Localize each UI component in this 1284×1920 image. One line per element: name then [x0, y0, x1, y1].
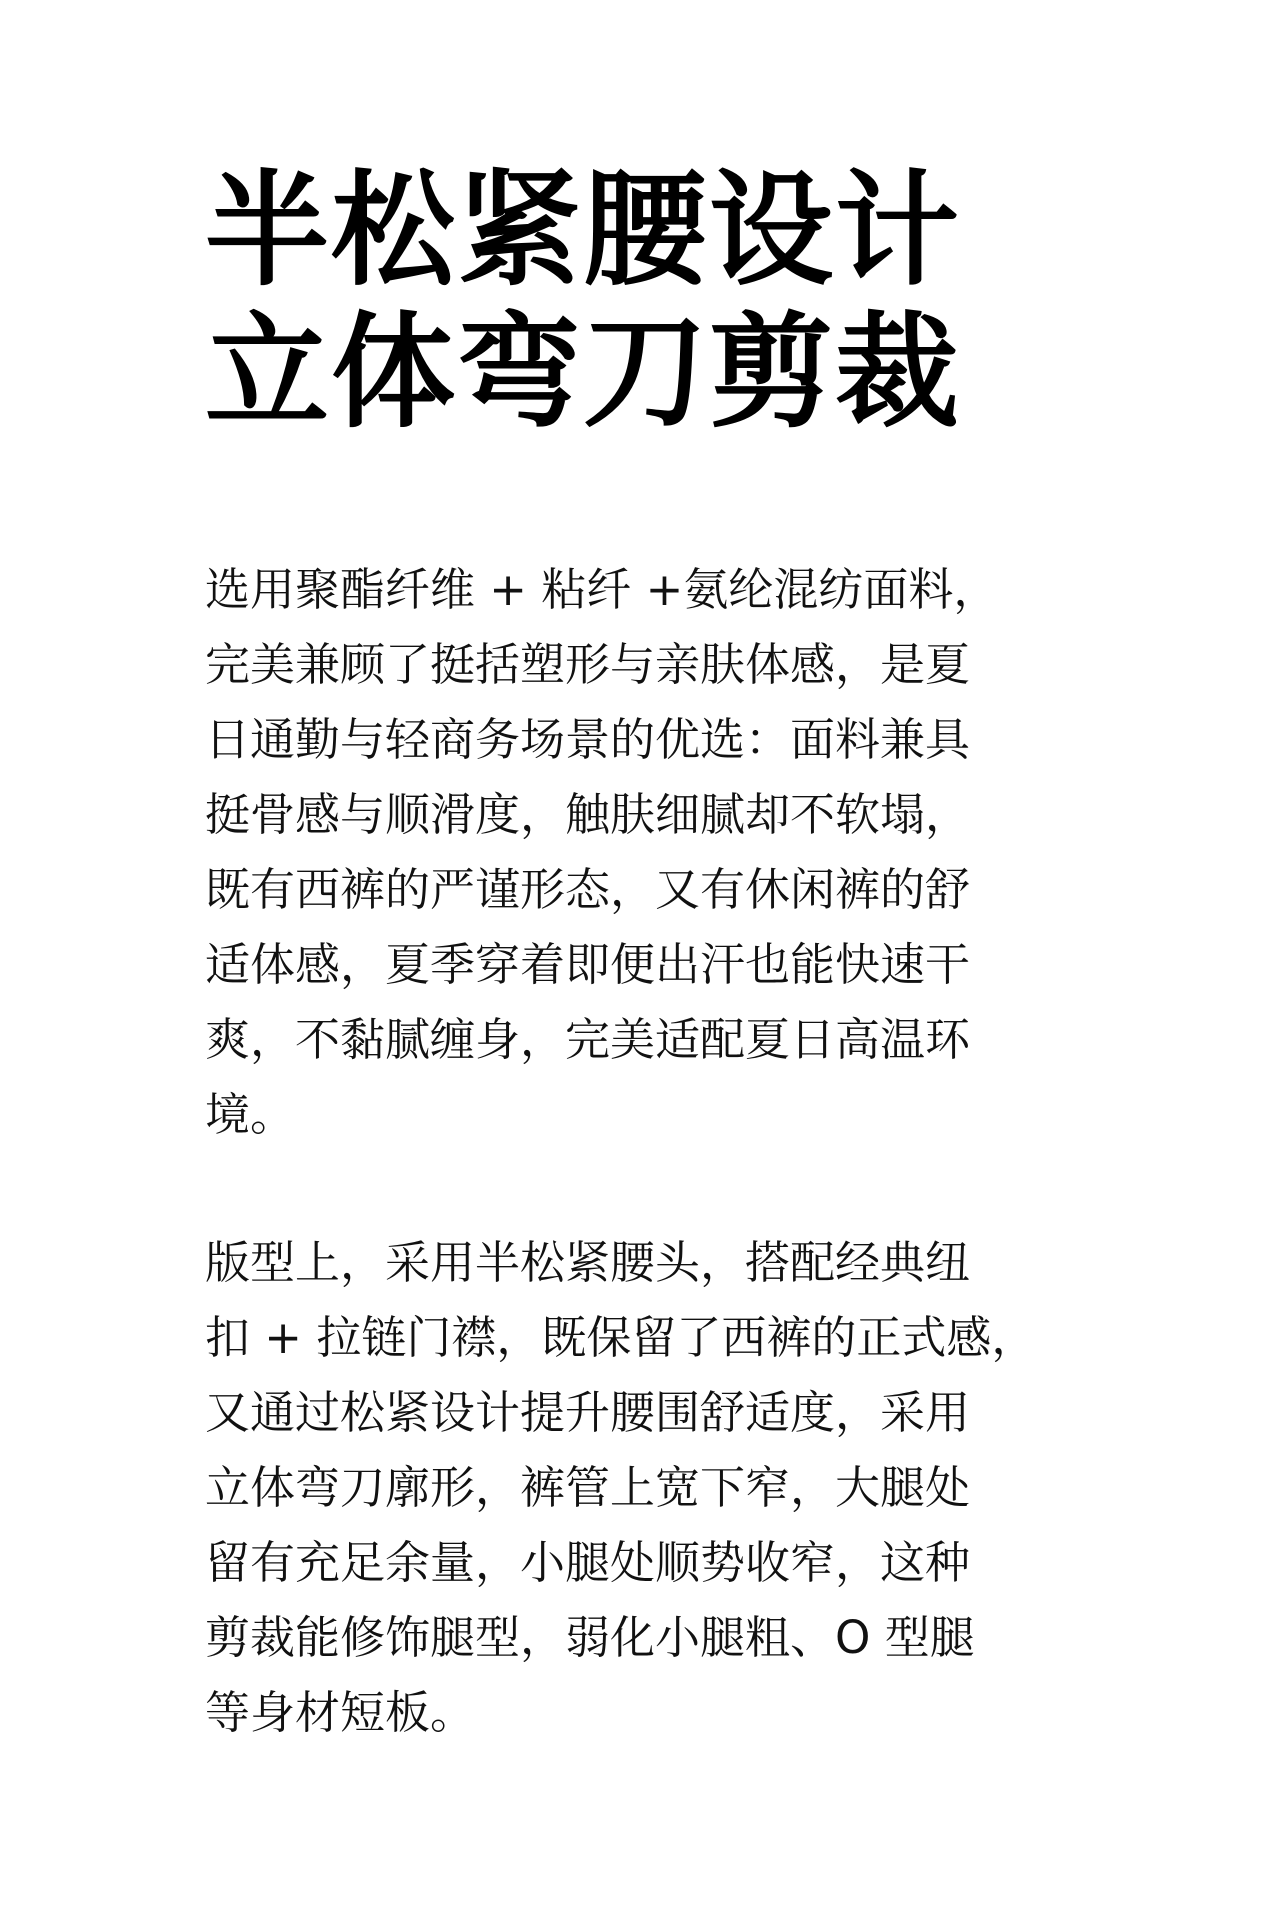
paragraph-line: 既有西裤的严谨形态，又有休闲裤的舒 [205, 863, 971, 916]
paragraph-line: 又通过松紧设计提升腰围舒适度，采用 [205, 1386, 971, 1439]
paragraph-line: 境。 [205, 1088, 296, 1141]
page-title [205, 160, 1105, 444]
paragraph-line: 挺骨感与顺滑度，触肤细腻却不软塌， [205, 788, 971, 841]
paragraph-line: 立体弯刀廓形，裤管上宽下窄，大腿处 [205, 1461, 971, 1514]
paragraph-line: 剪裁能修饰腿型，弱化小腿粗、O 型腿 [205, 1611, 975, 1664]
cut-description-paragraph [205, 1225, 1085, 1750]
paragraph-line: 版型上，采用半松紧腰头，搭配经典纽 [205, 1236, 971, 1289]
paragraph-line: 日通勤与轻商务场景的优选：面料兼具 [205, 713, 971, 766]
paragraph-line: 选用聚酯纤维 + 粘纤 +氨纶混纺面料， [205, 563, 999, 616]
paragraph-line: 完美兼顾了挺括塑形与亲肤体感，是夏 [205, 638, 971, 691]
paragraph-line: 留有充足余量，小腿处顺势收窄，这种 [205, 1536, 971, 1589]
title-line-1: 半松紧腰设计 [205, 159, 962, 303]
fabric-description-paragraph [205, 552, 1085, 1152]
title-line-2: 立体弯刀剪裁 [205, 301, 962, 445]
paragraph-line: 爽，不黏腻缠身，完美适配夏日高温环 [205, 1013, 971, 1066]
paragraph-line: 等身材短板。 [205, 1686, 476, 1739]
paragraph-line: 扣 + 拉链门襟，既保留了西裤的正式感， [205, 1311, 1037, 1364]
paragraph-line: 适体感，夏季穿着即便出汗也能快速干 [205, 938, 971, 991]
